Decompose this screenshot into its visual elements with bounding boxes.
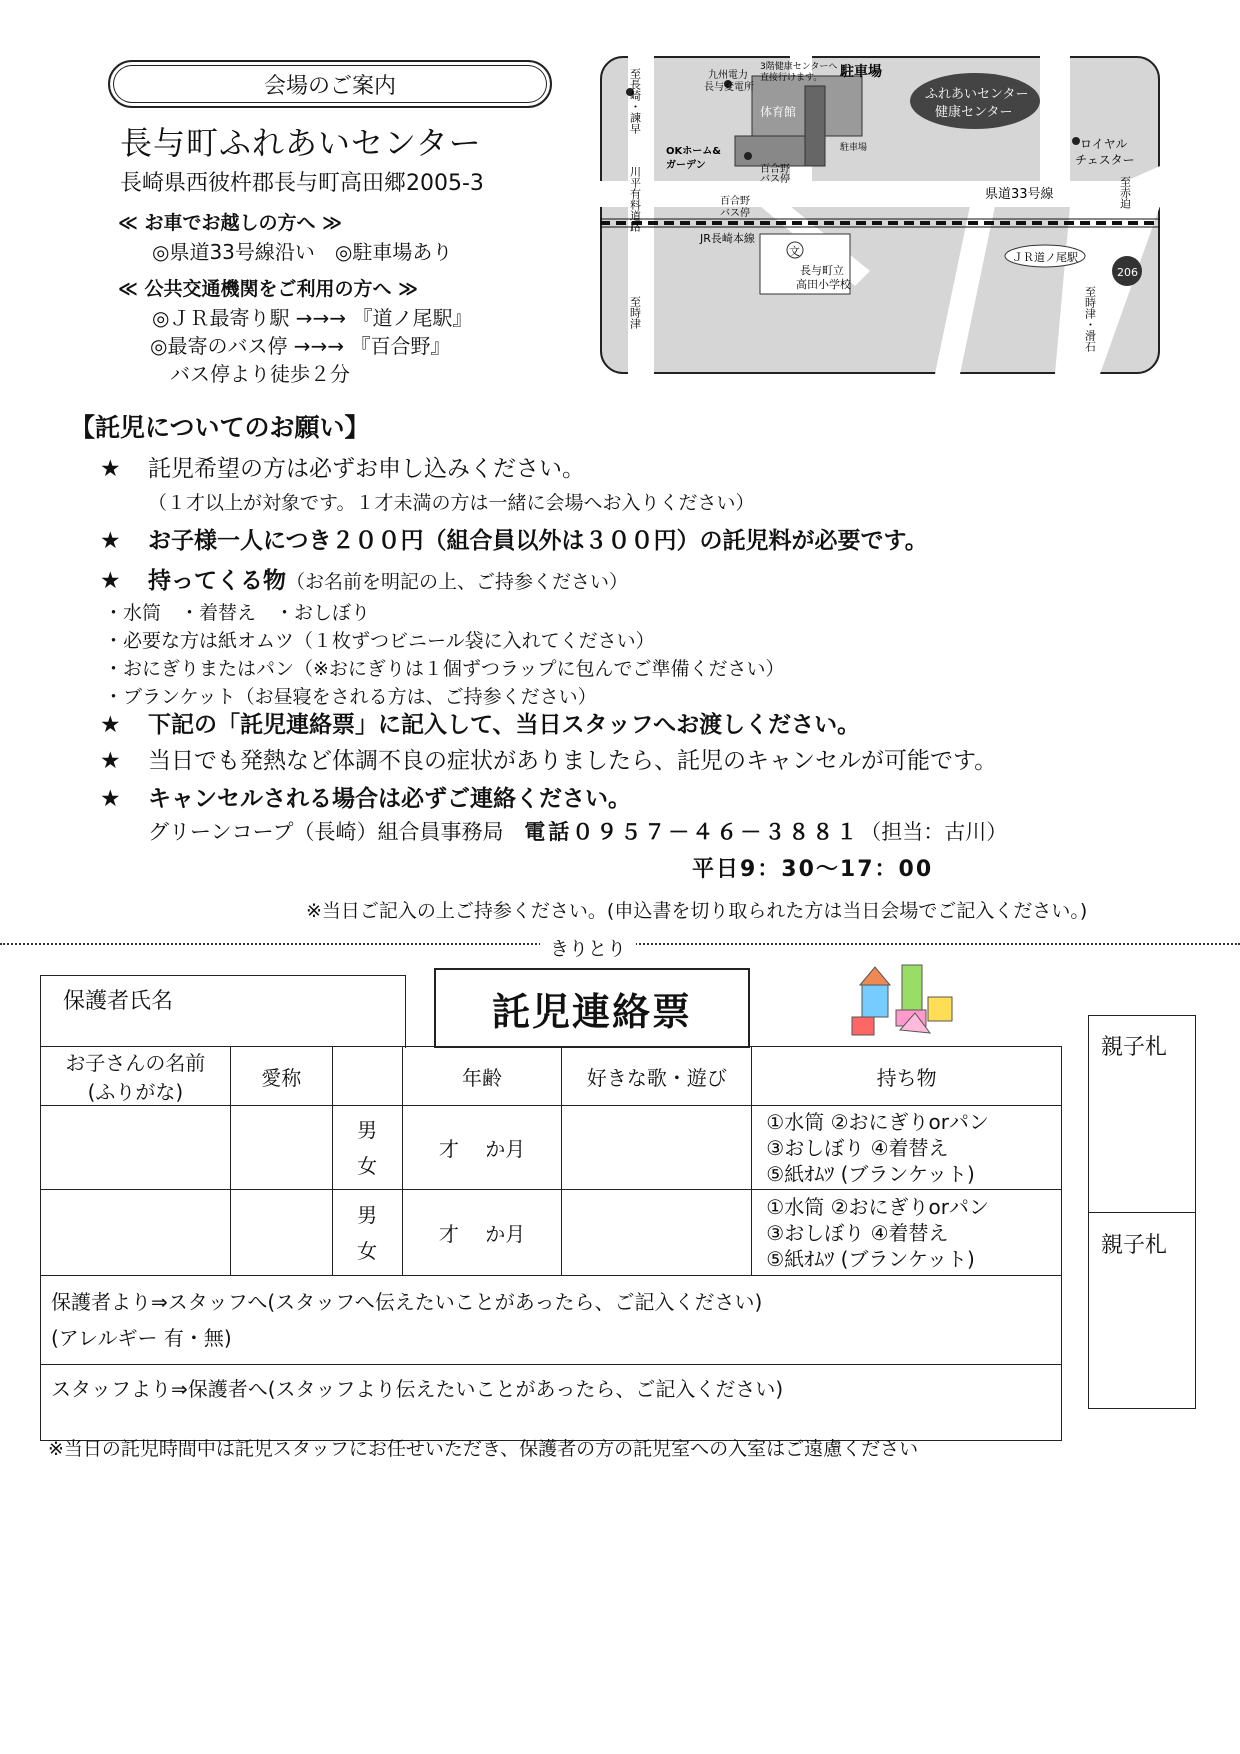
- map-label-tokitsu: 至時津: [628, 296, 642, 329]
- gender-cell[interactable]: 男 女: [332, 1190, 402, 1276]
- guardian-name-box[interactable]: [40, 975, 406, 1048]
- notice-item-5: ★ 当日でも発熱など体調不良の症状がありましたら、託児のキャンセルが可能です。: [100, 748, 998, 774]
- map-label-hensho: 長与変電所: [704, 82, 754, 93]
- age-cell[interactable]: 才 か月: [402, 1106, 562, 1190]
- cut-label: きりとり: [540, 934, 636, 961]
- notice-title: 【託児についてのお願い】: [70, 413, 370, 442]
- notice-item-6: ★ キャンセルされる場合は必ずご連絡ください。: [100, 786, 631, 812]
- nickname-cell[interactable]: [230, 1190, 332, 1276]
- car-detail: ◎県道33号線沿い ◎駐車場あり: [152, 240, 453, 264]
- notice-item-4: ★ 下記の「託児連絡票」に記入して、当日スタッフへお渡しください。: [100, 712, 861, 738]
- favorite-cell[interactable]: [562, 1106, 752, 1190]
- map-label-kawahira: 川平有料道路: [628, 166, 642, 232]
- table-row: [41, 1190, 1062, 1276]
- venue-address: 長崎県西彼杵郡長与町高田郷2005-3: [120, 171, 484, 196]
- gender-cell[interactable]: 男 女: [332, 1106, 402, 1190]
- guardian-message-cell[interactable]: 保護者より⇒スタッフへ(スタッフへ伝えたいことがあったら、ご記入ください) (アレルギー 有・無): [41, 1276, 1062, 1365]
- map-label-note3f2: 直接行けます。: [760, 73, 823, 83]
- bring-bullet-2: ・必要な方は紙オムツ（１枚ずつビニール袋に入れてください）: [104, 630, 655, 652]
- map-label-parking-small: 駐車場: [840, 143, 868, 153]
- table-row: [41, 1106, 1062, 1190]
- contact-form-table: [40, 1046, 1062, 1441]
- venue-section-label: 会場のご案内: [108, 60, 552, 108]
- col-favorite: 好きな歌・遊び: [562, 1047, 752, 1106]
- notice-item-1-sub: （１才以上が対象です。１才未満の方は一緒に会場へお入りください）: [148, 492, 755, 514]
- contact-hours: 平日9：30～17：00: [692, 857, 934, 882]
- guardian-name-label: 保護者氏名: [63, 989, 174, 1014]
- age-cell[interactable]: 才 か月: [402, 1190, 562, 1276]
- transit-jr: ◎ＪＲ最寄り駅 →→→ 『道ノ尾駅』: [152, 306, 473, 330]
- items-cell[interactable]: ①水筒 ②おにぎりorパン ③おしぼり ④着替え ⑤紙ｵﾑﾂ (ブランケット): [752, 1190, 1062, 1276]
- notice-item-2: ★ お子様一人につき２００円（組合員以外は３００円）の託児料が必要です。: [100, 528, 928, 554]
- toy-blocks-icon: [850, 955, 960, 1040]
- map-label-isahaya: 至長崎・諫早: [628, 68, 642, 134]
- map-label-school1: 長与町立: [800, 264, 844, 277]
- car-header: ≪ お車でお越しの方へ ≫: [118, 212, 343, 234]
- map-label-parking: 駐車場: [840, 64, 882, 80]
- map-label-center2: 健康センター: [935, 105, 1013, 120]
- tag-2-label: 親子札: [1101, 1233, 1168, 1258]
- map-label-school2: 高田小学校: [796, 278, 851, 291]
- map-label-akasako: 至赤迫: [1118, 176, 1132, 209]
- map-label-busstop2: バス停: [720, 208, 750, 219]
- nickname-cell[interactable]: [230, 1106, 332, 1190]
- map-label-jrstation: ＪＲ道ノ尾駅: [1012, 251, 1078, 264]
- map-label-note3f: 3階健康センターへ: [760, 62, 838, 72]
- transit-bus: ◎最寄のバス停 →→→ 『百合野』: [150, 334, 451, 358]
- map-label-okhome: OKホーム&: [666, 146, 721, 157]
- bring-bullet-1: ・水筒 ・着替え ・おしぼり: [104, 602, 371, 624]
- map-label-royal2: チェスター: [1075, 153, 1135, 167]
- map-label-yurino: 百合野: [760, 164, 790, 175]
- map-label-garden: ガーデン: [666, 160, 706, 171]
- staff-message-row: [41, 1365, 1062, 1441]
- access-map: [600, 56, 1160, 374]
- notice-item-3: ★ 持ってくる物（お名前を明記の上、ご持参ください）: [100, 568, 629, 594]
- guardian-message-row: [41, 1276, 1062, 1365]
- form-title: 託児連絡票: [434, 968, 750, 1048]
- map-label-royal1: ロイヤル: [1080, 137, 1128, 151]
- child-name-cell[interactable]: [41, 1106, 231, 1190]
- map-label-schoolmark: 文: [789, 245, 800, 258]
- staff-message-cell[interactable]: スタッフより⇒保護者へ(スタッフより伝えたいことがあったら、ご記入ください): [41, 1365, 1062, 1441]
- child-name-cell[interactable]: [41, 1190, 231, 1276]
- venue-name: 長与町ふれあいセンター: [120, 124, 482, 162]
- col-age: 年齢: [402, 1047, 562, 1106]
- contact-line: グリーンコープ（長崎）組合員事務局 電話０９５７－４６－３８８１（担当：古川）: [148, 820, 1008, 844]
- col-items: 持ち物: [752, 1047, 1062, 1106]
- parent-child-tags: [1088, 1015, 1196, 1409]
- map-label-kyushu: 九州電力: [708, 70, 748, 81]
- map-label-center1: ふれあいセンター: [925, 87, 1029, 102]
- items-cell[interactable]: ①水筒 ②おにぎりorパン ③おしぼり ④着替え ⑤紙ｵﾑﾂ (ブランケット): [752, 1106, 1062, 1190]
- map-label-route33: 県道33号線: [985, 187, 1054, 202]
- map-label-busstop: バス停: [760, 174, 790, 185]
- map-label-nameshi: 至時津・滑石: [1083, 286, 1097, 352]
- transit-walk: バス停より徒歩２分: [170, 362, 350, 386]
- bring-bullet-4: ・ブランケット（お昼寝をされる方は、ご持参ください）: [104, 686, 597, 708]
- bring-bullet-3: ・おにぎりまたはパン（※おにぎりは１個ずつラップに包んでご準備ください）: [104, 658, 785, 680]
- tag-1-label: 親子札: [1101, 1035, 1168, 1060]
- col-gender: [332, 1047, 402, 1106]
- bring-note: ※当日ご記入の上ご持参ください。(申込書を切り取られた方は当日会場でご記入ください。): [306, 900, 1088, 922]
- map-label-jrline: JR長崎本線: [700, 232, 755, 245]
- table-header-row: [41, 1047, 1062, 1106]
- transit-header: ≪ 公共交通機関をご利用の方へ ≫: [118, 278, 419, 300]
- notice-item-1: ★ 託児希望の方は必ずお申し込みください。: [100, 456, 585, 482]
- map-label-gym: 体育館: [760, 105, 797, 119]
- map-label-yurino2: 百合野: [720, 196, 750, 207]
- footer-note: ※当日の託児時間中は託児スタッフにお任せいただき、保護者の方の託児室への入室はご遠慮ください: [48, 1438, 919, 1460]
- col-child-name: お子さんの名前 (ふりがな): [41, 1047, 231, 1106]
- col-nickname: 愛称: [230, 1047, 332, 1106]
- favorite-cell[interactable]: [562, 1190, 752, 1276]
- map-label-route206: 206: [1117, 266, 1138, 279]
